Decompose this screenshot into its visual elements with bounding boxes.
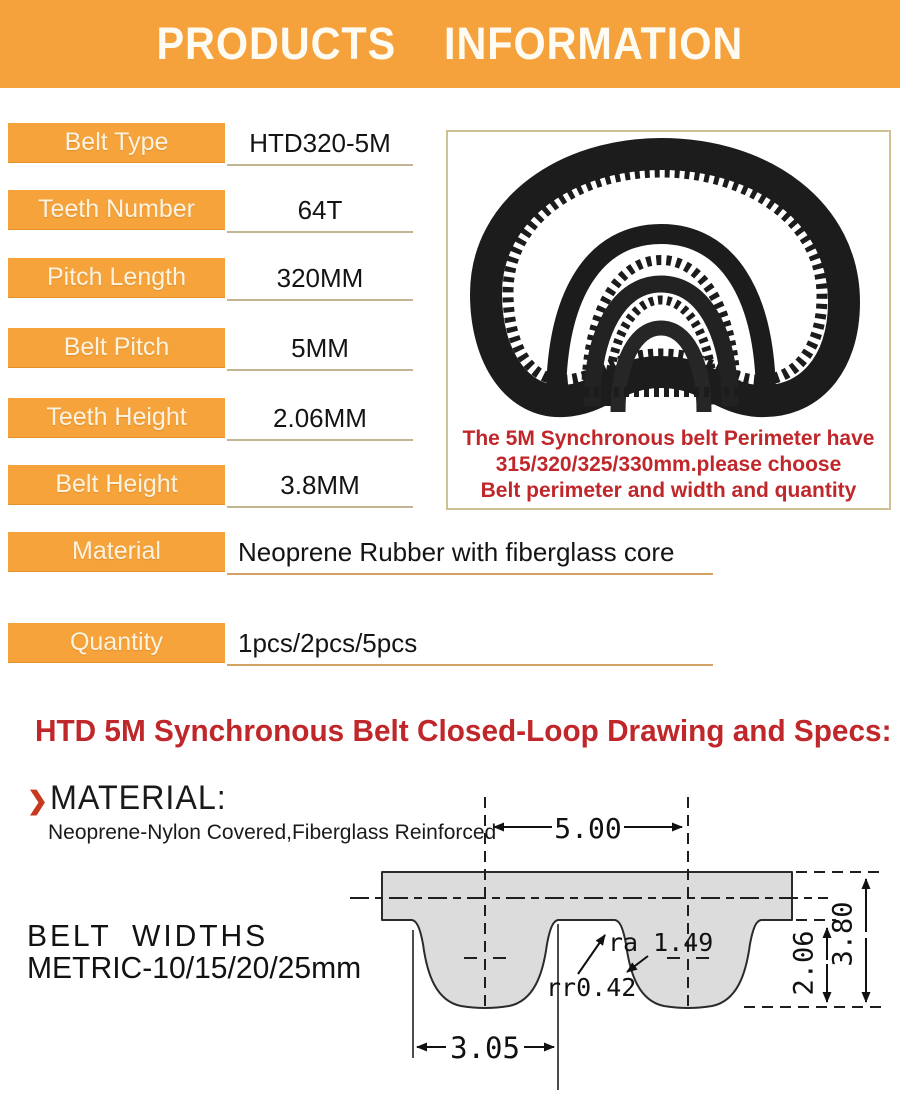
dim-tooth-width-label: 3.05 xyxy=(450,1031,520,1065)
divider xyxy=(227,439,413,441)
spec-label-belt-type: Belt Type xyxy=(8,123,225,163)
spec-value-belt-height: 3.8MM xyxy=(280,469,360,500)
dim-belt-height-label: 3.80 xyxy=(827,901,859,967)
divider xyxy=(227,231,413,233)
dim-tooth-height-label: 2.06 xyxy=(788,930,820,996)
radius-ra-label: ra 1.49 xyxy=(608,928,714,957)
spec-value-material: Neoprene Rubber with fiberglass core xyxy=(238,536,675,567)
belt-widths-block xyxy=(27,920,361,984)
spec-value-quantity: 1pcs/2pcs/5pcs xyxy=(238,627,418,658)
rr-leader-arrow xyxy=(578,935,605,974)
belt-profile-drawing xyxy=(330,778,900,1100)
product-photo-box xyxy=(446,130,891,510)
belt-widths-line1: BELT WIDTHS xyxy=(27,918,269,953)
note-line-2: 315/320/325/330mm.please choose xyxy=(495,453,842,476)
title-word-information: INFORMATION xyxy=(444,18,744,69)
material-subtitle: Neoprene-Nylon Covered,Fiberglass Reinforced xyxy=(48,821,497,844)
divider xyxy=(227,664,713,666)
header-banner xyxy=(0,0,900,88)
spec-row-material xyxy=(0,532,900,576)
spec-value-belt-pitch: 5MM xyxy=(291,332,349,363)
title-word-products: PRODUCTS xyxy=(156,18,397,69)
section-heading: HTD 5M Synchronous Belt Closed-Loop Drawing and Specs: xyxy=(35,713,892,748)
spec-label-quantity: Quantity xyxy=(8,623,225,663)
dim-pitch-label: 5.00 xyxy=(554,812,622,845)
spec-value-teeth-height: 2.06MM xyxy=(273,402,367,433)
spec-label-teeth-height: Teeth Height xyxy=(8,398,225,438)
spec-label-belt-height: Belt Height xyxy=(8,465,225,505)
divider xyxy=(227,164,413,166)
divider xyxy=(227,369,413,371)
page-title xyxy=(157,18,744,70)
timing-belts-photo xyxy=(456,134,884,426)
spec-label-teeth-number: Teeth Number xyxy=(8,190,225,230)
divider xyxy=(227,299,413,301)
spec-value-teeth-number: 64T xyxy=(297,194,343,225)
radius-rr-label: rr0.42 xyxy=(546,973,637,1002)
material-title: MATERIAL: xyxy=(49,779,227,817)
spec-value-belt-type: HTD320-5M xyxy=(249,127,391,158)
spec-label-belt-pitch: Belt Pitch xyxy=(8,328,225,368)
spec-label-material: Material xyxy=(8,532,225,572)
divider xyxy=(227,506,413,508)
perimeter-note xyxy=(448,426,889,504)
belt-widths-line2: METRIC-10/15/20/25mm xyxy=(27,950,362,985)
note-line-1: The 5M Synchronous belt Perimeter have xyxy=(462,427,875,450)
spec-value-pitch-length: 320MM xyxy=(276,262,364,293)
divider xyxy=(227,573,713,575)
chevron-right-icon: ❯ xyxy=(27,787,48,815)
spec-row-quantity xyxy=(0,623,900,667)
note-line-3: Belt perimeter and width and quantity xyxy=(480,479,857,502)
spec-label-pitch-length: Pitch Length xyxy=(8,258,225,298)
